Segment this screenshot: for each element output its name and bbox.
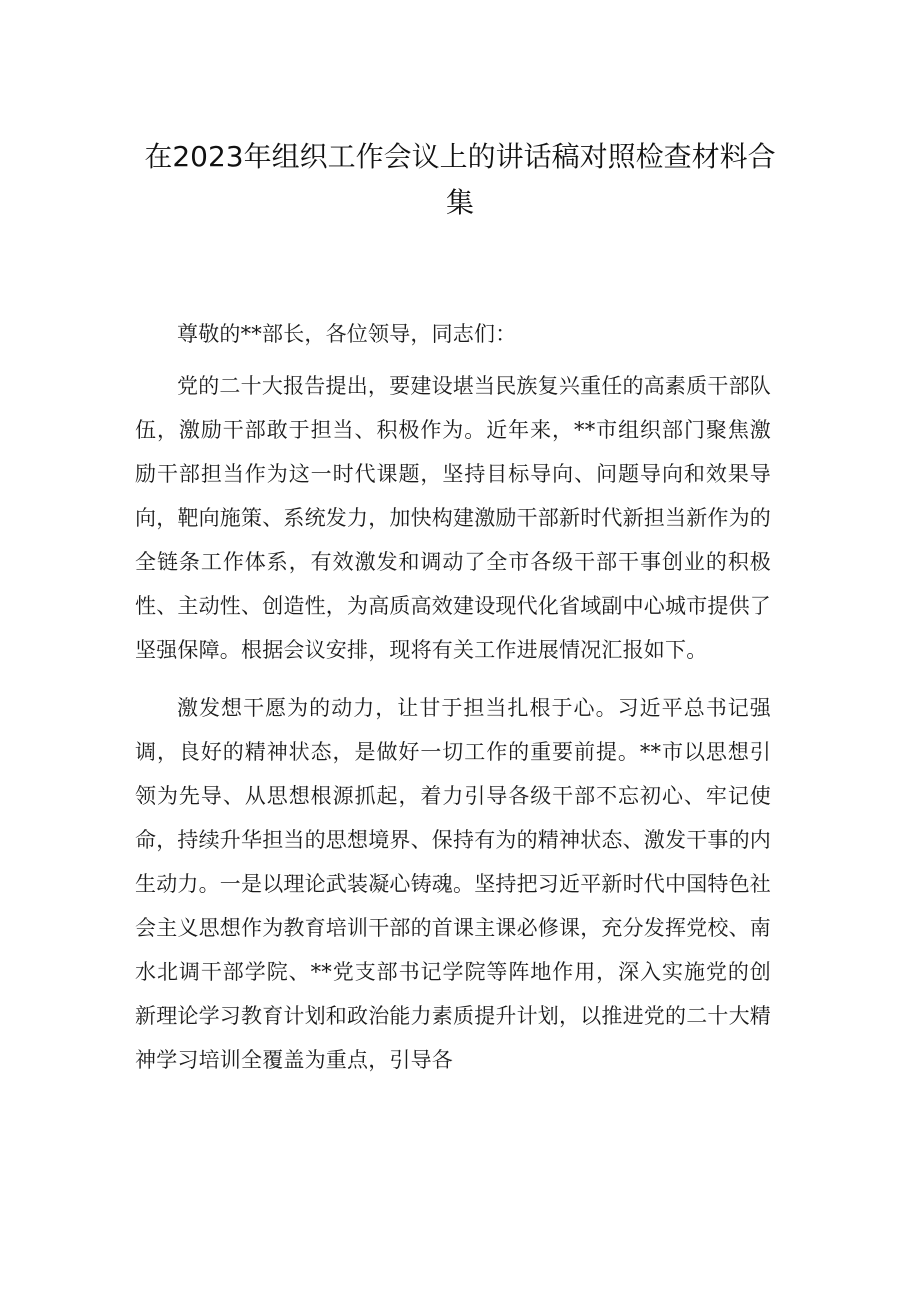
document-title: 在2023年组织工作会议上的讲话稿对照检查材料合集 — [144, 140, 776, 219]
paragraph-motivation: 激发想干愿为的动力，让甘于担当扎根于心。习近平总书记强调，良好的精神状态，是做好一切工作的重要前提。**市以思想引领为先导、从思想根源抓起，着力引导各级干部不忘初心、牢记使命，持续升华担当的思想境界、保持有为的精神状态、激发干事的内生动力。一是以理论武装凝心铸魂。坚持把习近平新时代中国特色社会主义思想作为教育培训干部的首课主课必修课，充分发挥党校、南水北调干部学院、**党支部书记学院等阵地作用，深入实施党的创新理论学习教育计划和政治能力素质提升计划，以推进党的二十大精神学习培训全覆盖为重点，引导各 — [135, 696, 771, 1072]
document-body — [135, 312, 771, 1096]
paragraph-intro: 党的二十大报告提出，要建设堪当民族复兴重任的高素质干部队伍，激励干部敢于担当、积极作为。近年来，**市组织部门聚焦激励干部担当作为这一时代课题，坚持目标导向、问题导向和效果导向，靶向施策、系统发力，加快构建激励干部新时代新担当新作为的全链条工作体系，有效激发和调动了全市各级干部干事创业的积极性、主动性、创造性，为高质高效建设现代化省域副中心城市提供了坚强保障。根据会议安排，现将有关工作进展情况汇报如下。 — [135, 374, 771, 662]
salutation: 尊敬的**部长，各位领导，同志们： — [177, 322, 517, 346]
